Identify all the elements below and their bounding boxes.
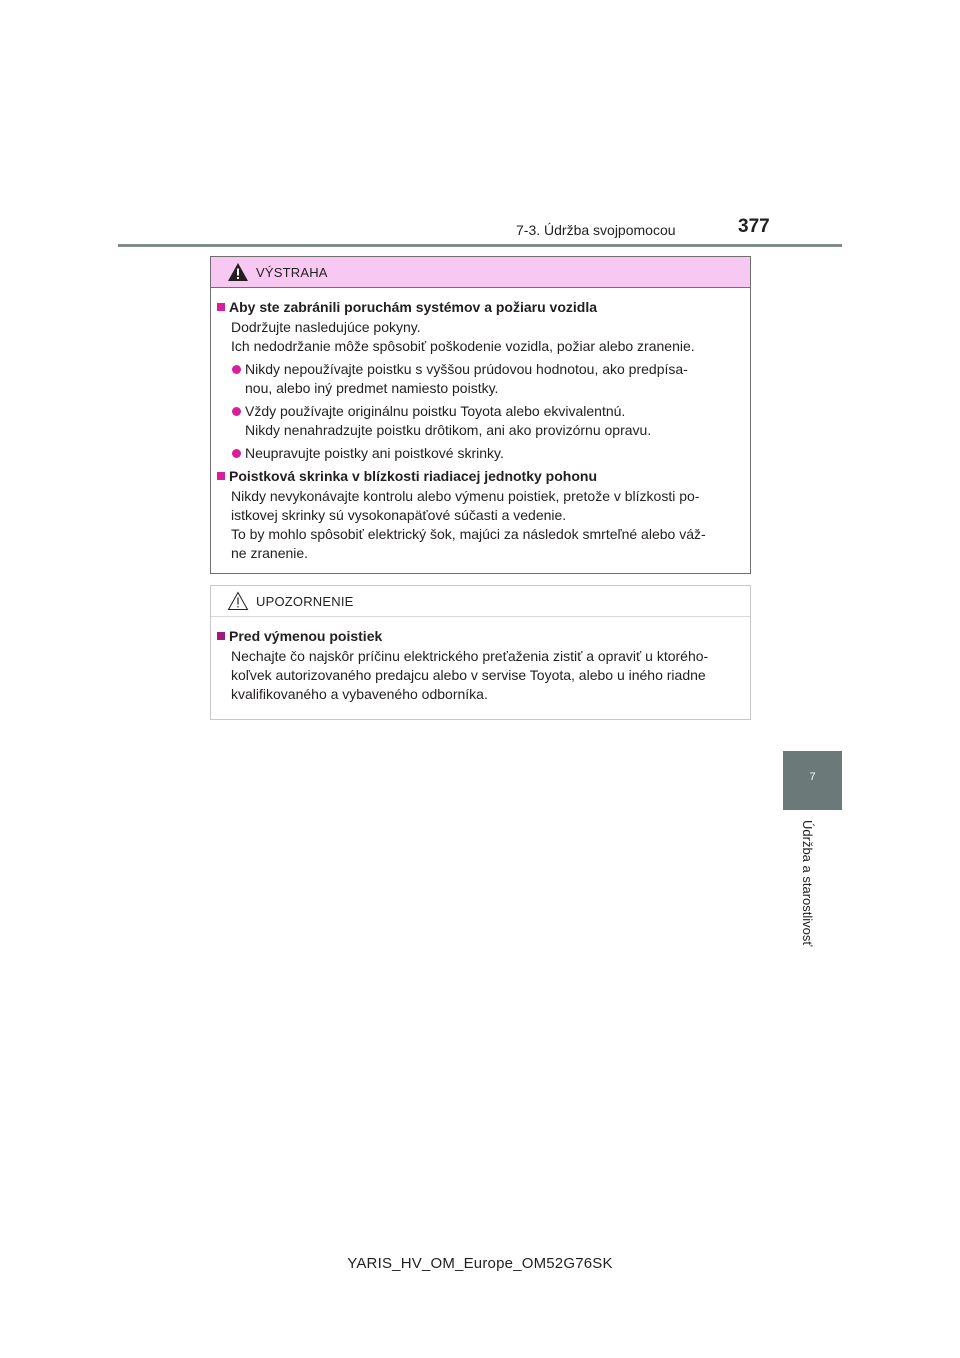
caution-body [211, 617, 750, 704]
list-item: Neupravujte poistky ani poistkové skrinky. [217, 444, 742, 463]
warning-box [210, 256, 751, 574]
square-bullet-icon [217, 632, 225, 640]
caution-title: UPOZORNENIE [256, 594, 354, 609]
square-bullet-icon [217, 303, 225, 311]
square-bullet-icon [217, 472, 225, 480]
section-heading: Aby ste zabránili poruchám systémov a požiaru vozidla [217, 298, 742, 317]
warning-body [211, 288, 750, 563]
chapter-tab [783, 751, 842, 810]
warning-triangle-icon [227, 262, 249, 282]
list-item: Vždy používajte originálnu poistku Toyota alebo ekvivalentnú. Nikdy nenahradzujte poistku drôtikom, ani ako provizórnu opravu. [217, 402, 742, 440]
warning-header [211, 257, 750, 288]
paragraph: Nikdy nevykonávajte kontrolu alebo výmenu poistiek, pretože v blízkosti po- istkovej skrinky sú vysokonapäťové súčasti a vedenie. To by mohlo spôsobiť elektrický šok, majúci za následok smrteľné alebo váž- ne zranenie. [231, 488, 706, 561]
round-bullet-icon [232, 365, 241, 374]
round-bullet-icon [232, 449, 241, 458]
warning-title: VÝSTRAHA [256, 265, 328, 280]
round-bullet-icon [232, 407, 241, 416]
page-number: 377 [738, 216, 770, 237]
chapter-label: Údržba a starostlivosť [800, 820, 815, 947]
page-header [0, 0, 960, 250]
list-item: Nikdy nepoužívajte poistku s vyššou prúdovou hodnotou, ako predpísa- nou, alebo iný predmet namiesto poistky. [217, 360, 742, 398]
document-id: YARIS_HV_OM_Europe_OM52G76SK [347, 1255, 613, 1272]
section-title: 7-3. Údržba svojpomocou [516, 222, 676, 238]
header-rule [118, 244, 842, 247]
chapter-number: 7 [809, 771, 816, 783]
section-heading: Pred výmenou poistiek [217, 627, 742, 646]
paragraph: Nechajte čo najskôr príčinu elektrického preťaženia zistiť a opraviť u ktorého- koľvek autorizovaného predajcu alebo v servise Toyota, alebo u iného riadne kvalifikovaného a vybaveného odborníka. [231, 648, 709, 702]
caution-triangle-icon [227, 591, 249, 611]
caution-box [210, 585, 751, 720]
section-heading: Poistková skrinka v blízkosti riadiacej jednotky pohonu [217, 467, 742, 486]
caution-header [211, 586, 750, 617]
paragraph: Dodržujte nasledujúce pokyny. Ich nedodržanie môže spôsobiť poškodenie vozidla, požiar alebo zranenie. [231, 319, 695, 354]
